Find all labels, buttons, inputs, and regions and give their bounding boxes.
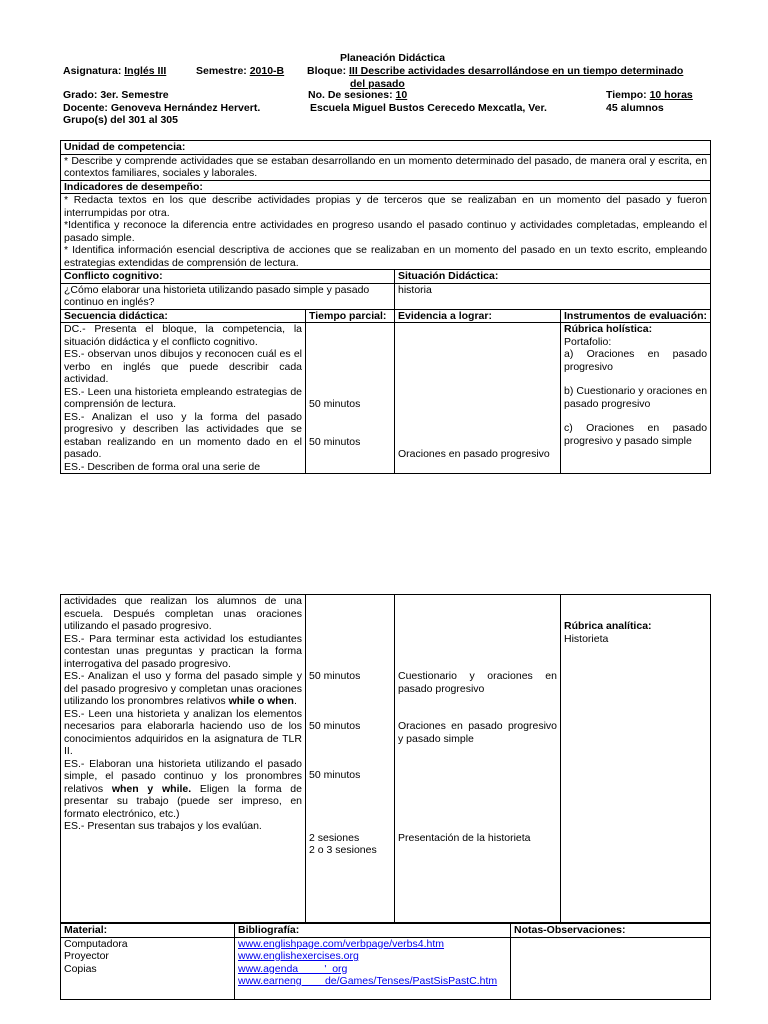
grupos: Grupo(s) del 301 al 305 [63,114,178,126]
semestre-label: Semestre: [196,65,247,77]
planning-table-page1 [60,140,711,474]
material-item: Proyector [64,950,109,962]
conflicto-text-cell [61,283,395,309]
tiempo-value: 2 sesiones [309,831,360,844]
instrumentos-cell-page1 [561,323,711,474]
secuencia-cell-page1 [61,323,306,474]
secuencia-item: ES.- Presentan sus trabajos y los evalúan. [64,820,262,832]
asignatura-value: Inglés III [124,65,167,77]
tiempo-value: 50 minutos [309,719,361,732]
secuencia-item: ES.- observan unos dibujos y reconocen cuál es el verbo en inglés que puede describir cada actividad. [64,348,302,385]
tiempo-value: 50 minutos [309,670,361,682]
secuencia-text: Eligen la forma de presentar su trabajo (puede ser impreso, en formato electrónico, etc.) [64,782,302,820]
instrumento-item: a) Oraciones en pasado progresivo [564,348,708,373]
secuencia-item: actividades que realizan los alumnos de una escuela. Después completan unas oraciones utilizando el pasado progresivo. [64,595,302,632]
conflicto-label-cell [61,270,395,284]
sesiones-label: No. De sesiones: [308,89,393,101]
tiempo-cell-page2 [306,595,395,923]
resources-table [60,923,711,1000]
col-evidencia-header: Evidencia a lograr: [395,309,561,323]
situacion-text-cell [395,283,711,309]
portafolio-label: Portafolio: [564,335,612,348]
tiempo-value: 10 horas [649,89,693,101]
evidencia-value: Oraciones en pasado progresivo [398,448,550,460]
col-secuencia-header: Secuencia didáctica: [61,309,306,323]
evidencia-value: Oraciones en pasado progresivo y pasado simple [398,720,557,745]
conflicto-text: ¿Cómo elaborar una historieta utilizando pasado simple y pasado continuo en inglés? [64,283,370,308]
indicadores-cell [61,194,711,270]
tiempo-label: Tiempo: [606,89,647,101]
competencia-cell [61,141,711,155]
alumnos: 45 alumnos [606,102,664,114]
col-instrumentos-header: Instrumentos de evaluación: [561,309,711,323]
bloque-field [307,65,683,77]
secuencia-keywords: when y while. [111,782,192,795]
secuencia-item: ES.- Para terminar esta actividad los estudiantes contestan unas preguntas y practican la forma interrogativa del pasado progresivo. [64,632,302,670]
situacion-label: Situación Didáctica: [398,270,499,282]
material-item: Computadora [64,937,128,950]
situacion-label-cell [395,270,711,284]
secuencia-keywords: while o when [228,695,294,707]
competencia-text: * Describe y comprende actividades que se estaban desarrollando en un momento determinado del pasado, de manera oral y escrita, en contextos familiares, sociales y laborales. [64,154,708,179]
evidencia-cell-page2 [395,595,561,923]
asignatura-label: Asignatura: [63,65,122,77]
bibliography-link[interactable]: www.englishpage.com/verbpage/verbs4.htm [238,937,445,950]
grado: Grado: 3er. Semestre [63,89,169,101]
bibliografia-cell [235,937,511,999]
tiempo-cell-page1 [306,323,395,474]
indicador-item: * Identifica información esencial descriptiva de acciones que se realizaban en un momento del pasado en un texto escrito, empleando estrategias extendidas de comprensión de lectura. [64,244,708,269]
competencia-label: Unidad de competencia: [64,141,186,153]
material-item: Copias [64,962,97,975]
secuencia-text: ES.- Analizan el uso y forma del pasado simple y del pasado progresivo y completan unas oraciones utilizando los pronombres relativos [64,670,302,707]
rubrica-holistica-label: Rúbrica holística: [564,323,653,335]
indicador-item: * Redacta textos en los que describe actividades propias y de terceros que se realizaban en un momento del pasado y fueron interrumpidas por otra. [64,194,708,219]
secuencia-item: DC.- Presenta el bloque, la competencia, la situación didáctica y el conflicto cognitivo. [64,323,302,348]
bloque-value: III Describe actividades desarrollándose en un tiempo determinado [349,65,684,77]
indicadores-label: Indicadores de desempeño: [64,180,203,193]
material-cell [61,937,235,999]
tiempo-value: 2 o 3 sesiones [309,844,377,856]
secuencia-cell-page2 [61,595,306,923]
rubrica-analitica-value: Historieta [564,632,609,645]
semestre-field [196,65,284,77]
evidencia-cell-page1 [395,323,561,474]
bibliography-link[interactable]: www.earneng de/Games/Tenses/PastSisPastC.htm [238,975,498,987]
notas-header: Notas-Observaciones: [511,924,711,938]
tiempo-value: 50 minutos [309,398,361,410]
indicadores-label-cell [61,180,711,194]
bibliografia-header: Bibliografía: [235,924,511,938]
tiempo-field [606,89,693,101]
secuencia-text: ES.- Elaboran una historieta utilizando el pasado simple, el pasado continuo y los pronombres relativos [64,757,302,795]
docente: Docente: Genoveva Hernández Hervert. [63,102,261,114]
secuencia-item: ES.- Analizan el uso y forma del pasado simple y del pasado progresivo y completan unas oraciones utilizando los pronombres relativos while o when. [64,670,302,707]
sesiones-field [308,89,407,101]
col-tiempo-header: Tiempo parcial: [306,309,395,323]
secuencia-item [64,758,302,821]
escuela: Escuela Miguel Bustos Cerecedo Mexcatla, Ver. [310,102,547,114]
tiempo-value: 50 minutos [309,435,361,448]
secuencia-item: ES.- Leen una historieta empleando estrategias de comprensión de lectura. [64,385,302,410]
indicador-item: *Identifica y reconoce la diferencia entre actividades en progreso usando el pasado continuo y actividades completadas, empleando el pasado simple. [64,219,708,244]
evidencia-value: Presentación de la historieta [398,832,531,844]
instrumento-item: c) Oraciones en pasado progresivo y pasado simple [564,422,708,447]
evidencia-value: Cuestionario y oraciones en pasado progresivo [398,670,557,695]
material-header: Material: [61,924,235,938]
secuencia-item: ES.- Analizan el uso y la forma del pasado progresivo y describen las actividades que se estaban realizando en un momento dado en el pasado. [64,410,302,460]
instrumento-item: b) Cuestionario y oraciones en pasado progresivo [564,385,708,410]
tiempo-value: 50 minutos [309,769,361,781]
semestre-value: 2010-B [249,65,285,77]
rubrica-analitica-label: Rúbrica analítica: [564,620,652,632]
instrumentos-cell-page2 [561,595,711,923]
bloque-value-line2: del pasado [350,78,405,90]
asignatura-field [63,65,166,77]
secuencia-item: ES.- Describen de forma oral una serie de [64,460,261,473]
sesiones-value: 10 [395,89,408,101]
planning-table-page2 [60,594,711,923]
bloque-label: Bloque: [307,65,347,77]
page-title: Planeación Didáctica [340,52,446,64]
secuencia-item: ES.- Leen una historieta y analizan los elementos necesarios para elaborarla haciendo uso de los conocimientos adquiridos en la asignatura de TLR II. [64,707,302,757]
competencia-text-cell [61,154,711,180]
notas-cell [511,937,711,999]
bibliography-link[interactable]: www.agenda ' org [238,962,348,975]
bibliography-link[interactable]: www.englishexercises.org [238,950,359,962]
conflicto-label: Conflicto cognitivo: [64,270,163,282]
situacion-text: historia [398,283,432,296]
